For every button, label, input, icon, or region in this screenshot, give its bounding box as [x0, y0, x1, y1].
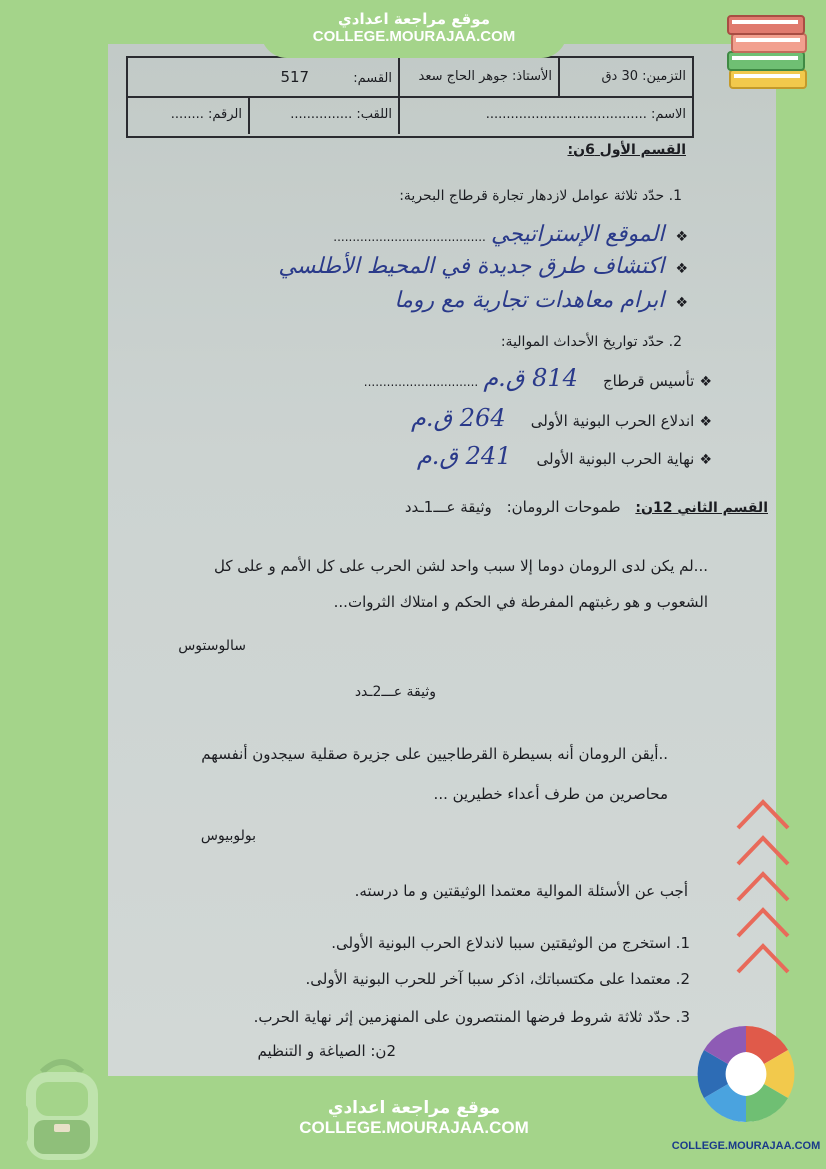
school-wheel-logo-icon: [694, 1018, 798, 1138]
part2-subtitle: طموحات الرومان:: [506, 498, 621, 516]
q2-item-1-label: تأسيس قرطاج: [602, 372, 695, 390]
q1-answer-2: اكتشاف طرق جديدة في المحيط الأطلسي: [278, 254, 665, 279]
bullet-icon: ❖: [699, 374, 712, 390]
doc1-text: ...لم يكن لدى الرومان دوما إلا سبب واحد لشن الحرب على كل الأمم و على كل الشعوب و هو رغبتهم المفرطة في الحكم و امتلاك الثروات...: [214, 557, 708, 611]
exam-page: [108, 44, 776, 1076]
dotted-line: ........................................: [333, 230, 486, 244]
doc2-text: ..أيقن الرومان أنه بسيطرة القرطاجيين على جزيرة صقلية سيجدون أنفسهم محاصرين من طرف أعداء خطيرين ...: [201, 745, 668, 803]
q1-answers: [128, 216, 688, 316]
surname-dots: ...............: [290, 107, 353, 122]
q2-item-3-answer: 241 ق.م: [416, 442, 512, 470]
q1-answer-1: الموقع الإستراتيجي: [490, 222, 665, 247]
bullet-icon: ❖: [699, 452, 712, 468]
header-banner[interactable]: [261, 4, 567, 58]
part2-question-2: 2. معتمدا على مكتسباتك، اذكر سببا آخر للحرب البونية الأولى.: [305, 970, 690, 988]
class-cell: [128, 58, 398, 96]
footer-banner[interactable]: [261, 1078, 567, 1154]
part1-question-1: 1. حدّد ثلاثة عوامل لازدهار تجارة قرطاج البحرية:: [399, 188, 682, 204]
q1-answer-3: ابرام معاهدات تجارية مع روما: [394, 288, 665, 313]
doc1-title: وثيقة عـــ1ـدد: [404, 498, 492, 516]
duration-cell: التزمين: 30 دق: [558, 58, 692, 96]
surname-label: اللقب:: [356, 107, 392, 122]
part2-bottom-note: 2ن: الصياغة و التنظيم: [257, 1042, 396, 1060]
chevron-up-icon: [732, 792, 794, 1022]
header-site-domain: COLLEGE.MOURAJAA.COM: [312, 28, 516, 45]
doc2-author: بولوبيوس: [200, 828, 256, 844]
class-value: 517: [280, 68, 310, 86]
q2-item-2: [152, 404, 712, 432]
info-row-1: [128, 58, 692, 98]
q2-item-1-answer: 814 ق.م: [483, 364, 578, 392]
q2-item-3-label: نهاية الحرب البونية الأولى: [536, 450, 695, 468]
part2-header: [168, 498, 768, 516]
number-label: الرقم:: [208, 107, 242, 122]
surname-cell: [248, 96, 398, 134]
q2-item-1: [152, 364, 712, 392]
part2-instruction: أجب عن الأسئلة الموالية معتمدا الوثيقتين و ما درسته.: [354, 882, 688, 900]
bullet-icon: ❖: [675, 261, 688, 277]
number-dots: ........: [170, 107, 204, 122]
info-table: [126, 56, 694, 138]
doc1-author: سالوستوس: [178, 638, 246, 654]
q2-item-3: [152, 442, 712, 470]
backpack-icon: [14, 1054, 110, 1164]
number-cell: [128, 96, 248, 134]
name-cell: [398, 96, 692, 134]
dotted-line: ..............................: [363, 375, 479, 389]
books-logo-icon: [724, 12, 812, 94]
header-site-name: موقع مراجعة اعدادي: [338, 10, 490, 28]
name-dots: .......................................: [485, 107, 647, 122]
name-label: الاسم:: [651, 107, 686, 122]
footer-site-name: موقع مراجعة اعدادي: [327, 1098, 501, 1118]
part2-question-3: 3. حدّد ثلاثة شروط فرضها المنتصرون على المنهزمين إثر نهاية الحرب.: [253, 1008, 690, 1026]
q2-item-2-label: اندلاع الحرب البونية الأولى: [530, 412, 695, 430]
part2-title: القسم الثاني 12ن:: [635, 500, 768, 516]
frame-left: [0, 0, 112, 1169]
class-label: القسم:: [353, 71, 392, 86]
q1-answer-line-3: [108, 288, 688, 313]
teacher-cell: الأستاذ: جوهر الحاج سعد: [398, 58, 558, 96]
doc2-title: وثيقة عـــ2ـدد: [354, 684, 436, 700]
footer-site-domain: COLLEGE.MOURAJAA.COM: [299, 1118, 529, 1137]
logo-caption: COLLEGE.MOURAJAA.COM: [671, 1140, 821, 1152]
part2-question-1: 1. استخرج من الوثيقتين سببا لاندلاع الحرب البونية الأولى.: [331, 934, 690, 952]
q2-item-2-answer: 264 ق.م: [411, 404, 506, 432]
bullet-icon: ❖: [699, 414, 712, 430]
info-row-2: [128, 96, 692, 134]
q1-answer-line-1: [128, 222, 688, 247]
part1-question-2: 2. حدّد تواريخ الأحداث الموالية:: [500, 334, 682, 350]
q1-answer-line-2: [108, 254, 688, 279]
part1-title: القسم الأول 6ن:: [567, 142, 686, 158]
bullet-icon: ❖: [675, 229, 688, 245]
bullet-icon: ❖: [675, 295, 688, 311]
